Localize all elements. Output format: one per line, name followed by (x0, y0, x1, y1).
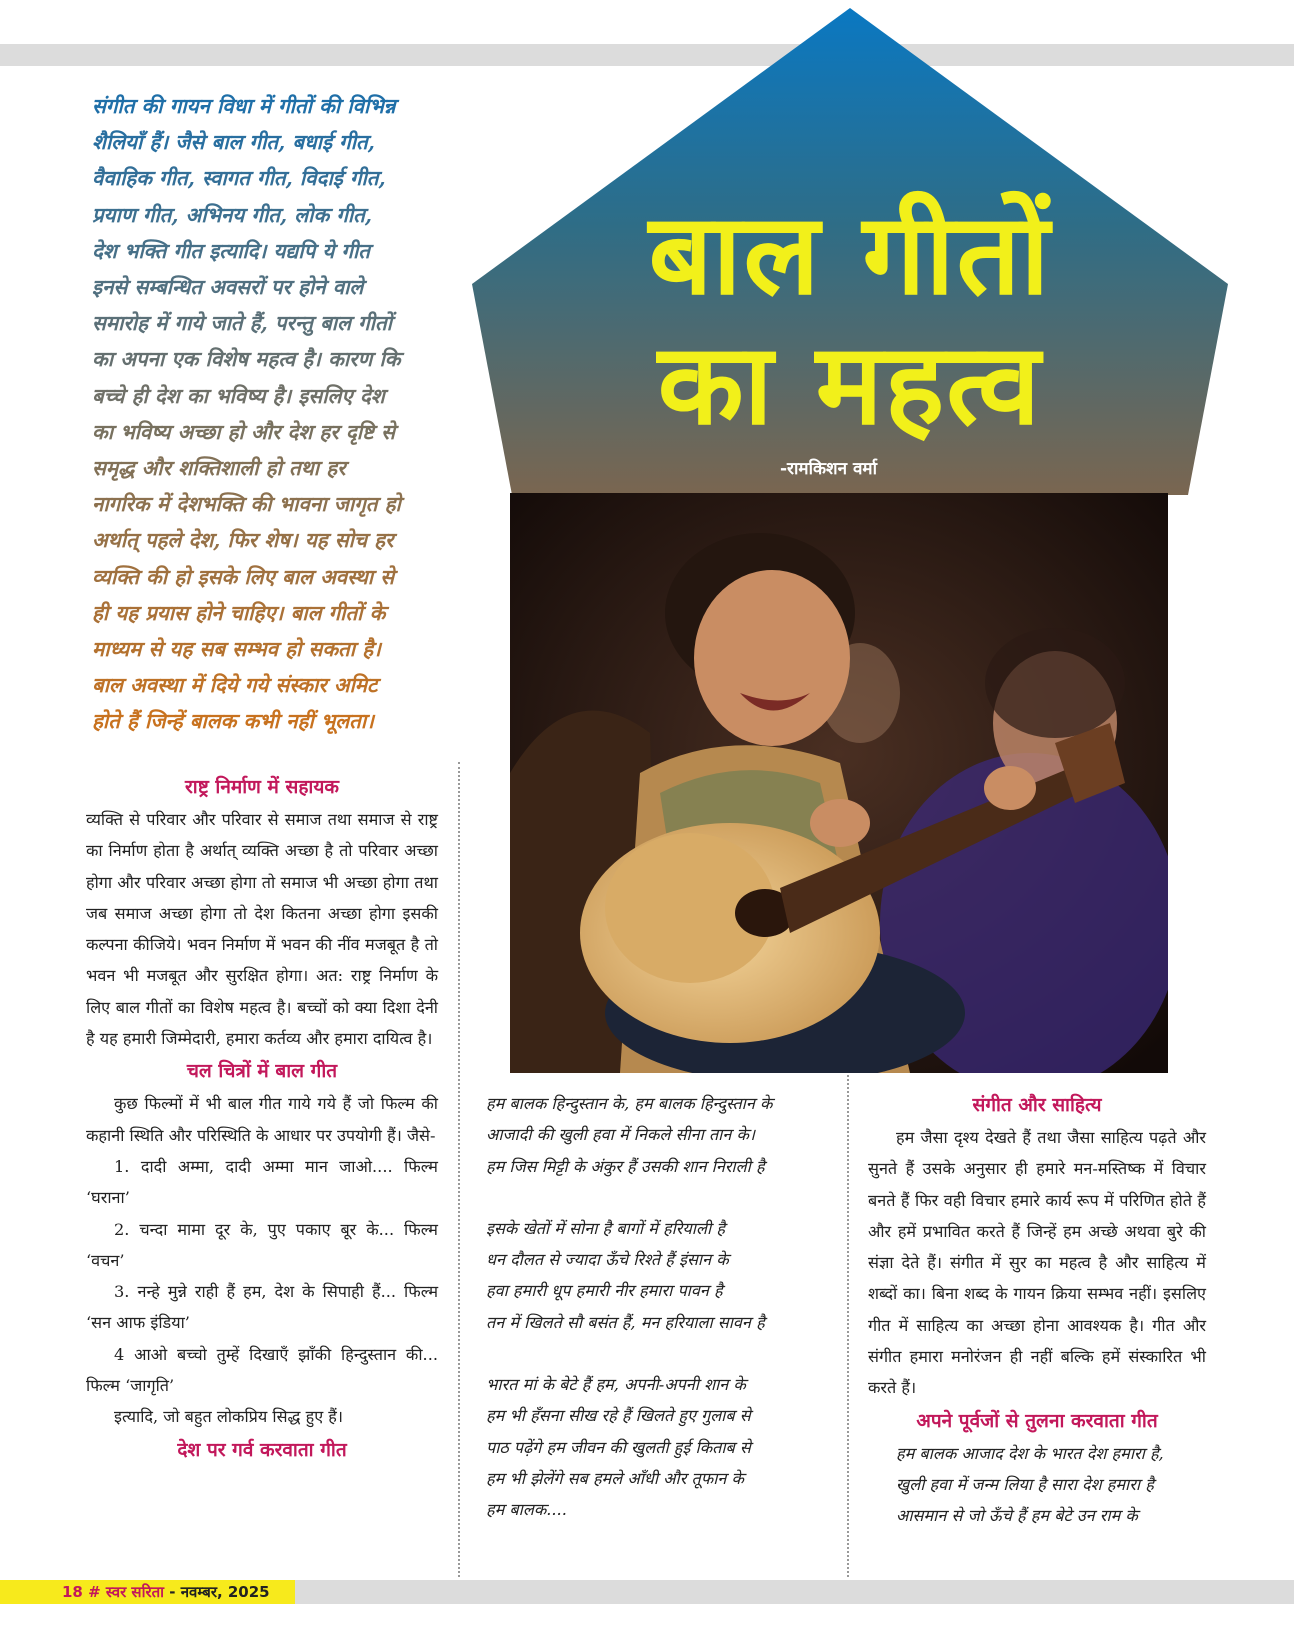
column-divider-1 (458, 762, 460, 1577)
heading-music-literature: संगीत और साहित्य (972, 1094, 1102, 1116)
intro-line: शैलियाँ हैं। जैसे बाल गीत, बधाई गीत, (92, 130, 375, 155)
intro-line: अर्थात् पहले देश, फिर शेष। यह सोच हर (92, 528, 394, 553)
intro-line: माध्यम से यह सब सम्भव हो सकता है। (92, 637, 381, 662)
title-line-2: का महत्व (657, 320, 1043, 450)
heading-films: चल चित्रों में बाल गीत (186, 1060, 338, 1083)
film-item: 3. नन्हे मुन्ने राही हैं हम, देश के सिपाही हैं... फिल्म ‘सन आफ इंडिया’ (86, 1282, 438, 1333)
stanza-gap (486, 1338, 831, 1369)
article-title (540, 190, 1160, 450)
intro-line: नागरिक में देशभक्ति की भावना जागृत हो (92, 492, 401, 517)
column-divider-2 (847, 1075, 849, 1577)
film-item: 1. दादी अम्मा, दादी अम्मा मान जाओ.... फिल्म ‘घराना’ (86, 1156, 438, 1208)
stanza-gap (486, 1182, 831, 1213)
intro-line: का भविष्य अच्छा हो और देश हर दृष्टि से (92, 419, 395, 444)
poem-line: धन दौलत से ज्यादा ऊँचे रिश्ते हैं इंसान के (486, 1250, 729, 1270)
poem-line: हम बालक.... (486, 1500, 567, 1520)
poem-line: हवा हमारी धूप हमारी नीर हमारा पावन है (486, 1281, 723, 1301)
film-item: 2. चन्दा मामा दूर के, पुए पकाए बूर के... फिल्म ‘वचन’ (86, 1219, 438, 1270)
issue-date: - नवम्बर, 2025 (169, 1583, 270, 1601)
poem-line: खुली हवा में जन्म लिया है सारा देश हमारा है (896, 1474, 1154, 1494)
poem-line: हम बालक आजाद देश के भारत देश हमारा है, (896, 1443, 1164, 1463)
column-2-poem (486, 1088, 831, 1526)
page-footer (0, 1580, 295, 1604)
paragraph-films: कुछ फिल्मों में भी बाल गीत गाये गये हैं जो फिल्म की कहानी स्थिति और परिस्थिति के आधार पर उपयोगी हैं। जैसे- (86, 1094, 438, 1145)
poem-line: हम भी झेलेंगे सब हमले आँधी और तूफान के (486, 1468, 744, 1488)
intro-line: बच्चे ही देश का भविष्य है। इसलिए देश (92, 383, 385, 408)
intro-line: होते हैं जिन्हें बालक कभी नहीं भूलता। (92, 709, 374, 734)
paragraph-music-literature: हम जैसा दृश्य देखते हैं तथा जैसा साहित्य पढ़ते और सुनते हैं उसके अनुसार ही हमारे मन-मस्तिष्क में विचार बनते हैं फिर वही विचार हमारे कार्य रूप में परिणित होते हैं और हमें प्रभावित करते हैं जिन्हें हम अच्छे अथवा बुरे की संज्ञा देते हैं। संगीत में सुर का महत्व है और साहित्य में शब्दों का। बिना शब्द के गायन क्रिया सम्भव नहीं। इसलिए गीत में साहित्य का अच्छा होना आवश्यक है। गीत और संगीत हमारा मनोरंजन ही नहीं बल्कि हमें संस्कारित भी करते हैं। (868, 1128, 1206, 1398)
poem-line: आसमान से जो ऊँचे हैं हम बेटे उन राम के (896, 1506, 1138, 1526)
poem-line: तन में खिलते सौ बसंत हैं, मन हरियाला सावन है (486, 1312, 765, 1332)
intro-line: इनसे सम्बन्धित अवसरों पर होने वाले (92, 275, 364, 300)
page-number: 18 (62, 1583, 83, 1601)
intro-line: संगीत की गायन विधा में गीतों की विभिन्न (92, 94, 396, 118)
magazine-name: # स्वर सरिता (88, 1583, 165, 1601)
poem-line: आजादी की खुली हवा में निकले सीना तान के। (486, 1125, 756, 1145)
poem-line: पाठ पढ़ेंगे हम जीवन की खुलती हुई किताब से (486, 1437, 751, 1457)
ancestors-poem (868, 1438, 1206, 1532)
intro-text (92, 88, 472, 740)
poem-line: हम जिस मिट्टी के अंकुर हैं उसकी शान निराली है (486, 1156, 765, 1176)
film-item: 4 आओ बच्चो तुम्हें दिखाएँ झाँकी हिन्दुस्तान की... फिल्म ‘जागृति’ (86, 1344, 438, 1396)
intro-line: समृद्ध और शक्तिशाली हो तथा हर (92, 456, 346, 481)
poem-line: हम भी हँसना सीख रहे हैं खिलते हुए गुलाब से (486, 1406, 751, 1426)
intro-line: प्रयाण गीत, अभिनय गीत, लोक गीत, (92, 202, 372, 227)
heading-nation-building: राष्ट्र निर्माण में सहायक (185, 776, 339, 798)
intro-line: समारोह में गाये जाते हैं, परन्तु बाल गीतों (92, 311, 392, 336)
intro-line: व्यक्ति की हो इसके लिए बाल अवस्था से (92, 564, 395, 589)
heading-ancestors-song: अपने पूर्वजों से तुलना करवाता गीत (916, 1409, 1158, 1432)
intro-line: देश भक्ति गीत इत्यादि। यद्यपि ये गीत (92, 238, 370, 263)
column-1 (86, 770, 438, 1467)
paragraph-films-end: इत्यादि, जो बहुत लोकप्रिय सिद्ध हुए हैं। (114, 1407, 344, 1427)
intro-line: बाल अवस्था में दिये गये संस्कार अमिट (92, 673, 378, 698)
intro-line: का अपना एक विशेष महत्व है। कारण कि (92, 347, 401, 372)
intro-line: ही यह प्रयास होने चाहिए। बाल गीतों के (92, 600, 386, 625)
column-3 (868, 1088, 1206, 1532)
poem-line: भारत मां के बेटे हैं हम, अपनी-अपनी शान के (486, 1375, 746, 1395)
intro-line: वैवाहिक गीत, स्वागत गीत, विदाई गीत, (92, 166, 386, 191)
heading-pride-song: देश पर गर्व करवाता गीत (177, 1438, 347, 1461)
poem-line: हम बालक हिन्दुस्तान के, हम बालक हिन्दुस्तान के (486, 1094, 773, 1113)
author-byline: -रामकिशन वर्मा (780, 459, 877, 479)
title-line-1: बाल गीतों (648, 190, 1052, 320)
poem-line: इसके खेतों में सोना है बागों में हरियाली है (486, 1218, 725, 1238)
child-guitar-photo (510, 493, 1168, 1073)
paragraph-nation-building: व्यक्ति से परिवार और परिवार से समाज तथा समाज से राष्ट्र का निर्माण होता है अर्थात् व्यक्ति अच्छा है तो परिवार अच्छा होगा और परिवार अच्छा होगा तो समाज भी अच्छा होगा तथा जब समाज अच्छा होगा तो देश कितना अच्छा होगा इसकी कल्पना कीजिये। भवन निर्माण में भवन की नींव मजबूत है तो भवन भी मजबूत और सुरक्षित होगा। अत: राष्ट्र निर्माण के लिए बाल गीतों का विशेष महत्व है। बच्चों को क्या दिशा देनी है यह हमारी जिम्मेदारी, हमारा कर्तव्य और हमारा दायित्व है। (86, 810, 438, 1049)
